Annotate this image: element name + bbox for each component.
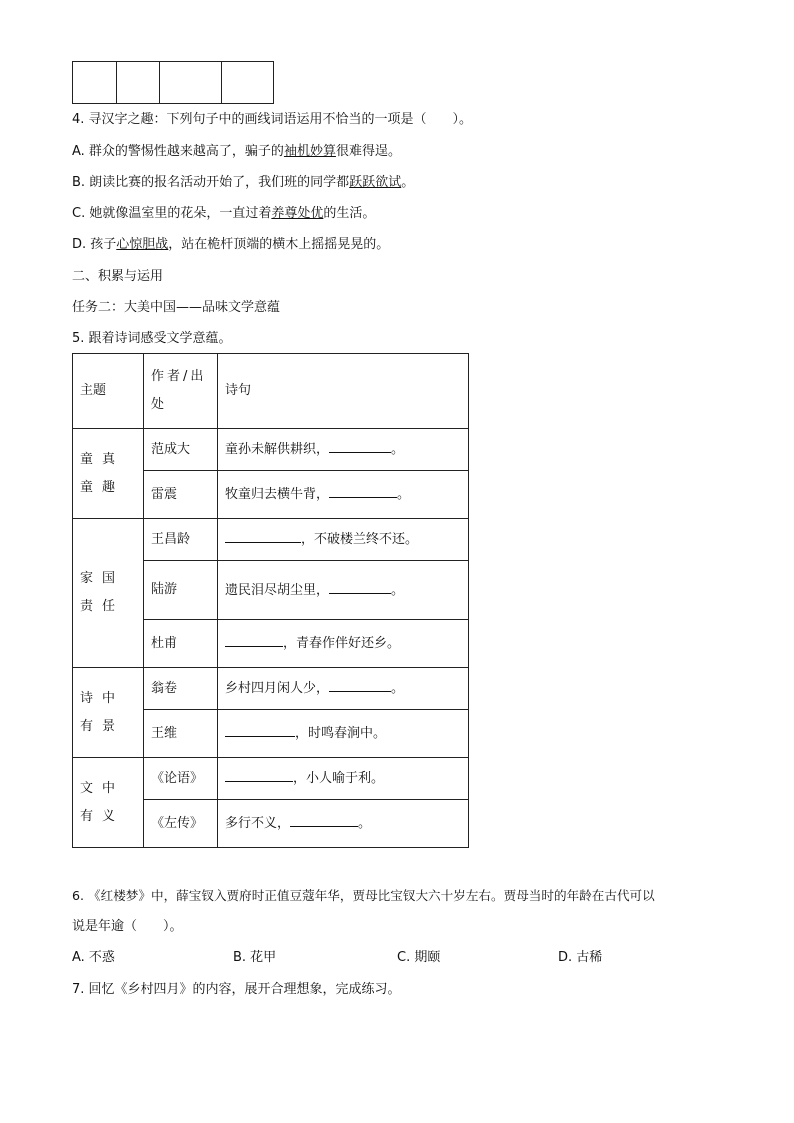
- verse-cell: [218, 668, 469, 710]
- answer-box: [160, 62, 222, 104]
- verse-text: 牧童归去横牛背，: [225, 487, 330, 503]
- table-row: [73, 668, 469, 710]
- q4-stem: 4. 寻汉字之趣：下列句子中的画线词语运用不恰当的一项是（ ）。: [72, 112, 473, 127]
- fill-blank[interactable]: [329, 441, 391, 453]
- q5-stem: 5. 跟着诗词感受文学意蕴。: [72, 331, 232, 346]
- q6-stem-line1: 6. 《红楼梦》中，薛宝钗入贾府时正值豆蔻年华，贾母比宝钗大六十岁左右。贾母当时的年龄在古代可以: [72, 888, 655, 903]
- verse-text: 。: [391, 681, 405, 697]
- author-cell: 雷震: [144, 471, 218, 519]
- option-text: B. 朗读比赛的报名活动开始了，我们班的同学都: [72, 175, 350, 190]
- q4-option-c: [72, 206, 375, 222]
- verse-text: ，时鸣春涧中。: [295, 726, 387, 742]
- verse-text: ，不破楼兰终不还。: [301, 532, 419, 548]
- q7-stem: 7. 回忆《乡村四月》的内容，展开合理想象，完成练习。: [72, 982, 401, 997]
- table-row: [73, 429, 469, 471]
- table-row: [73, 519, 469, 561]
- verse-cell: [218, 429, 469, 471]
- header-verse: 诗句: [218, 354, 469, 429]
- verse-text: 童孙未解供耕织，: [225, 442, 330, 458]
- table-header-row: [73, 354, 469, 429]
- verse-cell: [218, 471, 469, 519]
- verse-text: 遗民泪尽胡尘里，: [225, 582, 330, 598]
- option-text: ，站在桅杆顶端的横木上摇摇晃晃的。: [168, 237, 390, 252]
- theme-cell: 文中有义: [73, 758, 144, 848]
- q6-option-b: B. 花甲: [233, 950, 277, 965]
- answer-box: [73, 62, 117, 104]
- fill-blank[interactable]: [225, 635, 283, 647]
- verse-text: 。: [397, 487, 411, 503]
- answer-box-row: [72, 61, 274, 104]
- verse-cell: [218, 519, 469, 561]
- fill-blank[interactable]: [329, 680, 391, 692]
- verse-cell: [218, 561, 469, 620]
- verse-text: 乡村四月闲人少，: [225, 681, 330, 697]
- section-heading: 二、积累与运用: [72, 269, 164, 284]
- option-text: A. 群众的警惕性越来越高了，骗子的: [72, 144, 284, 159]
- option-text: 。: [401, 175, 415, 190]
- q6-option-c: C. 期颐: [397, 950, 441, 965]
- verse-cell: [218, 758, 469, 800]
- author-cell: 《论语》: [144, 758, 218, 800]
- fill-blank[interactable]: [329, 486, 397, 498]
- underlined-phrase: 跃跃欲试: [349, 175, 402, 190]
- option-text: C. 她就像温室里的花朵，一直过着: [72, 206, 272, 221]
- verse-cell: [218, 710, 469, 758]
- q6-option-d: D. 古稀: [558, 950, 603, 965]
- author-cell: 陆游: [144, 561, 218, 620]
- fill-blank[interactable]: [225, 531, 301, 543]
- underlined-phrase: 养尊处优: [271, 206, 324, 221]
- q6-option-a: A. 不惑: [72, 950, 115, 965]
- author-cell: 王昌龄: [144, 519, 218, 561]
- poem-table: [72, 353, 469, 848]
- option-text: 很难得逞。: [335, 144, 401, 159]
- fill-blank[interactable]: [329, 582, 391, 594]
- task-heading: 任务二：大美中国——品味文学意蕴: [72, 300, 281, 315]
- author-cell: 杜甫: [144, 620, 218, 668]
- verse-text: 。: [391, 442, 405, 458]
- q4-option-b: [72, 175, 414, 191]
- verse-text: 。: [358, 816, 372, 832]
- theme-cell: 童真童趣: [73, 429, 144, 519]
- theme-cell: 诗中有景: [73, 668, 144, 758]
- author-cell: 《左传》: [144, 800, 218, 848]
- verse-cell: [218, 620, 469, 668]
- fill-blank[interactable]: [225, 725, 295, 737]
- verse-text: ，青春作伴好还乡。: [283, 636, 401, 652]
- underlined-phrase: 心惊胆战: [116, 237, 169, 252]
- theme-cell: 家国责任: [73, 519, 144, 668]
- option-text: D. 孩子: [72, 237, 117, 252]
- author-cell: 王维: [144, 710, 218, 758]
- author-cell: 范成大: [144, 429, 218, 471]
- header-author: 作者/出处: [144, 354, 218, 429]
- option-text: 的生活。: [323, 206, 376, 221]
- header-theme: 主题: [73, 354, 144, 429]
- q6-stem-line2: 说是年逾（ ）。: [72, 919, 183, 934]
- verse-text: ，小人喻于利。: [293, 771, 385, 787]
- answer-box: [222, 62, 274, 104]
- q4-option-a: [72, 144, 401, 160]
- verse-text: 。: [391, 582, 405, 598]
- author-cell: 翁卷: [144, 668, 218, 710]
- verse-cell: [218, 800, 469, 848]
- underlined-phrase: 袖机妙算: [283, 144, 336, 159]
- verse-text: 多行不义，: [225, 816, 291, 832]
- fill-blank[interactable]: [290, 815, 358, 827]
- answer-box: [117, 62, 160, 104]
- table-row: [73, 758, 469, 800]
- fill-blank[interactable]: [225, 770, 293, 782]
- q4-option-d: [72, 237, 389, 253]
